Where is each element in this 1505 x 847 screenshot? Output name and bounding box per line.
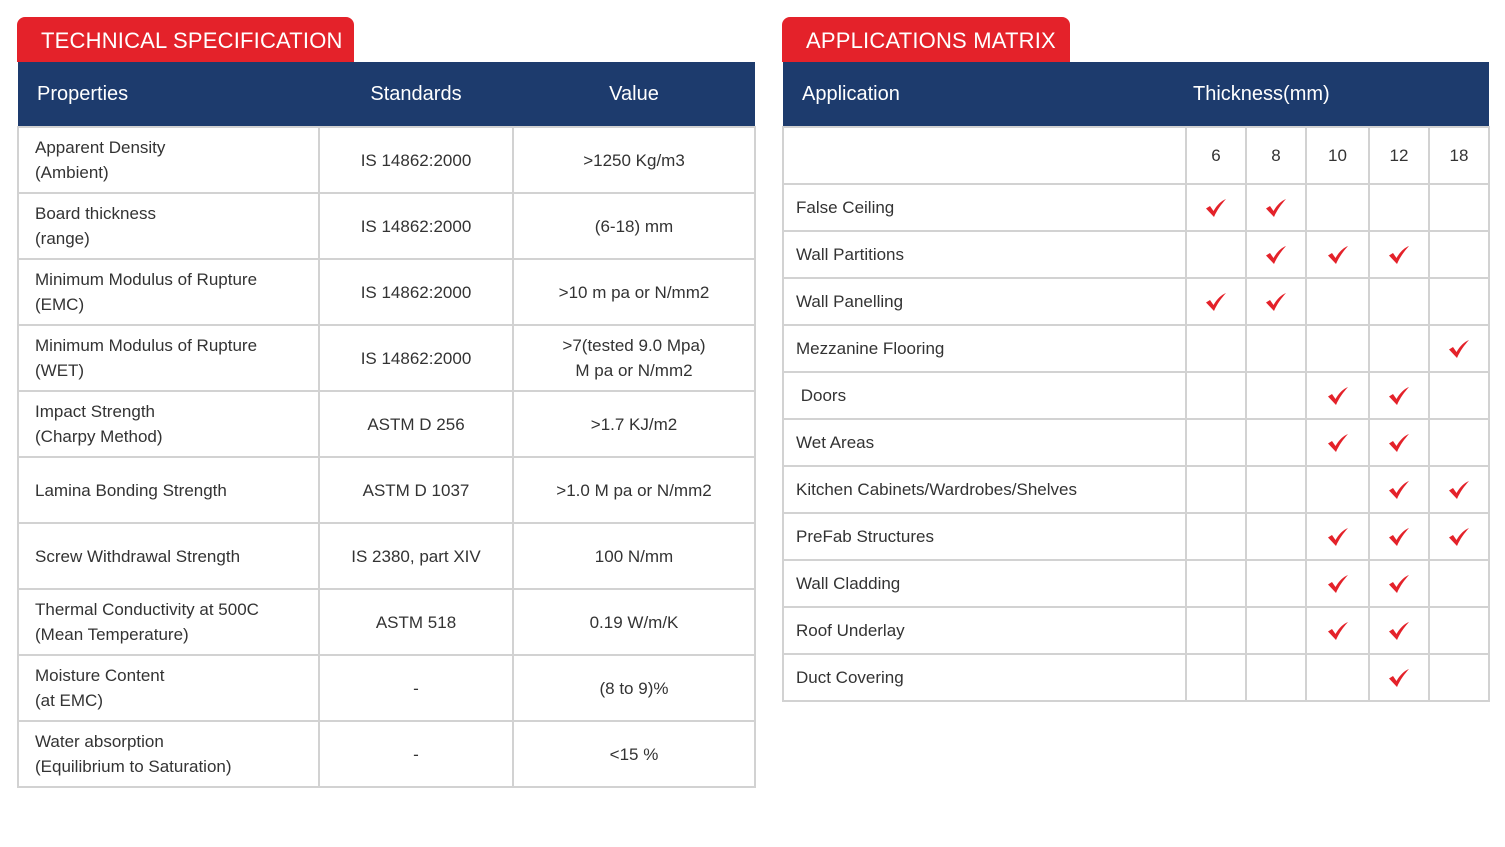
spec-property-line1: Apparent Density — [35, 138, 166, 157]
thickness-cell — [1186, 466, 1246, 513]
spec-row — [18, 193, 755, 259]
thickness-value: 12 — [1369, 127, 1429, 184]
thickness-cell — [1369, 513, 1429, 560]
application-row — [783, 372, 1489, 419]
thickness-value: 6 — [1186, 127, 1246, 184]
spec-standard: - — [319, 655, 513, 721]
thickness-cell — [1306, 325, 1369, 372]
spec-property — [18, 655, 319, 721]
thickness-cell — [1429, 372, 1489, 419]
thickness-cell — [1306, 513, 1369, 560]
header-thickness: Thickness(mm) — [1186, 62, 1489, 127]
spec-property-line2: (Ambient) — [35, 163, 109, 182]
application-name: Wall Panelling — [783, 278, 1186, 325]
thickness-cell — [1369, 466, 1429, 513]
spec-property — [18, 523, 319, 589]
spec-value-line1: 0.19 W/m/K — [589, 612, 679, 632]
spec-standard: IS 2380, part XIV — [319, 523, 513, 589]
spec-row — [18, 325, 755, 391]
thickness-cell — [1246, 560, 1306, 607]
spec-value — [513, 523, 755, 589]
spec-property — [18, 391, 319, 457]
thickness-cell — [1186, 231, 1246, 278]
spec-value-line1: (6-18) mm — [594, 216, 674, 236]
thickness-cell — [1186, 419, 1246, 466]
thickness-cell — [1429, 231, 1489, 278]
thickness-cell — [1186, 513, 1246, 560]
applications-body — [783, 127, 1489, 701]
checkmark-icon — [1204, 292, 1228, 312]
application-name: Duct Covering — [783, 654, 1186, 701]
thickness-cell — [1369, 325, 1429, 372]
spec-row — [18, 721, 755, 787]
thickness-cell — [1246, 466, 1306, 513]
spec-property-line1: Thermal Conductivity at 500C — [35, 600, 259, 619]
thickness-cell — [1429, 513, 1489, 560]
thickness-cell — [1369, 607, 1429, 654]
spec-property-line1: Board thickness — [35, 204, 156, 223]
thickness-blank-cell — [783, 127, 1186, 184]
thickness-cell — [1369, 231, 1429, 278]
thickness-cell — [1306, 654, 1369, 701]
spec-property — [18, 259, 319, 325]
thickness-cell — [1369, 184, 1429, 231]
spec-value-line1: >10 m pa or N/mm2 — [558, 282, 710, 302]
thickness-cell — [1186, 372, 1246, 419]
spec-property-line2: (Equilibrium to Saturation) — [35, 757, 232, 776]
spec-value-line1: (8 to 9)% — [599, 678, 669, 698]
spec-row — [18, 457, 755, 523]
header-standards: Standards — [319, 62, 513, 127]
spec-row — [18, 589, 755, 655]
header-application: Application — [783, 62, 1186, 127]
thickness-cell — [1429, 560, 1489, 607]
thickness-value: 18 — [1429, 127, 1489, 184]
thickness-cell — [1246, 654, 1306, 701]
spec-value-line2: M pa or N/mm2 — [575, 361, 693, 380]
spec-value-line1: 100 N/mm — [594, 546, 674, 566]
spec-standard: ASTM 518 — [319, 589, 513, 655]
thickness-cell — [1186, 607, 1246, 654]
spec-property — [18, 721, 319, 787]
checkmark-icon — [1387, 527, 1411, 547]
application-row — [783, 560, 1489, 607]
application-name: Roof Underlay — [783, 607, 1186, 654]
thickness-cell — [1369, 419, 1429, 466]
application-name: Kitchen Cabinets/Wardrobes/Shelves — [783, 466, 1186, 513]
spec-row — [18, 259, 755, 325]
applications-tab: APPLICATIONS MATRIX — [782, 17, 1070, 62]
thickness-cell — [1429, 419, 1489, 466]
spec-property-line2: (at EMC) — [35, 691, 103, 710]
thickness-cell — [1429, 325, 1489, 372]
checkmark-icon — [1326, 527, 1350, 547]
spec-property-line1: Screw Withdrawal Strength — [35, 546, 241, 566]
application-row — [783, 184, 1489, 231]
spec-standard: ASTM D 1037 — [319, 457, 513, 523]
spec-property-line1: Minimum Modulus of Rupture — [35, 270, 258, 289]
spec-value — [513, 325, 755, 391]
header-properties: Properties — [18, 62, 319, 127]
checkmark-icon — [1326, 621, 1350, 641]
spec-value-line1: >1250 Kg/m3 — [583, 150, 685, 170]
thickness-cell — [1306, 231, 1369, 278]
thickness-cell — [1246, 184, 1306, 231]
spec-row — [18, 655, 755, 721]
checkmark-icon — [1447, 480, 1471, 500]
thickness-cell — [1306, 607, 1369, 654]
thickness-cell — [1246, 607, 1306, 654]
checkmark-icon — [1387, 621, 1411, 641]
thickness-cell — [1429, 654, 1489, 701]
spec-property — [18, 589, 319, 655]
thickness-cell — [1246, 419, 1306, 466]
thickness-cell — [1186, 325, 1246, 372]
thickness-cell — [1186, 560, 1246, 607]
spec-property-line2: (EMC) — [35, 295, 85, 314]
checkmark-icon — [1326, 433, 1350, 453]
thickness-cell — [1186, 184, 1246, 231]
spec-property-line2: (range) — [35, 229, 90, 248]
spec-property — [18, 193, 319, 259]
spec-standard: IS 14862:2000 — [319, 193, 513, 259]
thickness-cell — [1429, 466, 1489, 513]
application-name: Wet Areas — [783, 419, 1186, 466]
spec-property — [18, 457, 319, 523]
thickness-cell — [1429, 278, 1489, 325]
thickness-cell — [1306, 372, 1369, 419]
tech-spec-tab: TECHNICAL SPECIFICATION — [17, 17, 354, 62]
thickness-value: 8 — [1246, 127, 1306, 184]
application-name: Mezzanine Flooring — [783, 325, 1186, 372]
spec-row — [18, 391, 755, 457]
checkmark-icon — [1387, 480, 1411, 500]
checkmark-icon — [1326, 386, 1350, 406]
checkmark-icon — [1387, 668, 1411, 688]
spec-property-line2: (Charpy Method) — [35, 427, 163, 446]
header-value: Value — [513, 62, 755, 127]
thickness-cell — [1246, 278, 1306, 325]
application-name: Doors — [783, 372, 1186, 419]
application-row — [783, 419, 1489, 466]
application-name: Wall Partitions — [783, 231, 1186, 278]
thickness-cell — [1306, 466, 1369, 513]
checkmark-icon — [1387, 574, 1411, 594]
thickness-cell — [1246, 513, 1306, 560]
application-row — [783, 513, 1489, 560]
spec-property-line1: Water absorption — [35, 732, 164, 751]
application-row — [783, 607, 1489, 654]
thickness-cell — [1246, 231, 1306, 278]
checkmark-icon — [1387, 386, 1411, 406]
checkmark-icon — [1326, 574, 1350, 594]
checkmark-icon — [1447, 339, 1471, 359]
thickness-cell — [1306, 278, 1369, 325]
spec-row — [18, 127, 755, 193]
checkmark-icon — [1264, 245, 1288, 265]
spec-value-line1: <15 % — [609, 744, 659, 764]
thickness-cell — [1246, 325, 1306, 372]
spec-value — [513, 457, 755, 523]
spec-row — [18, 523, 755, 589]
spec-property-line2: (WET) — [35, 361, 85, 380]
thickness-cell — [1306, 184, 1369, 231]
checkmark-icon — [1204, 198, 1228, 218]
tech-spec-header-row — [18, 62, 755, 127]
spec-property-line1: Moisture Content — [35, 666, 165, 685]
spec-standard: IS 14862:2000 — [319, 127, 513, 193]
thickness-cell — [1369, 560, 1429, 607]
application-name: PreFab Structures — [783, 513, 1186, 560]
checkmark-icon — [1447, 527, 1471, 547]
thickness-cell — [1429, 607, 1489, 654]
spec-property-line2: (Mean Temperature) — [35, 625, 189, 644]
spec-property-line1: Impact Strength — [35, 402, 156, 421]
tech-spec-body — [18, 127, 755, 787]
thickness-cell — [1369, 372, 1429, 419]
application-name: False Ceiling — [783, 184, 1186, 231]
spec-value — [513, 193, 755, 259]
tech-spec-table — [17, 62, 756, 788]
checkmark-icon — [1387, 433, 1411, 453]
spec-property-line1: Minimum Modulus of Rupture — [35, 336, 258, 355]
spec-value-line1: >7(tested 9.0 Mpa) — [562, 336, 706, 355]
checkmark-icon — [1264, 198, 1288, 218]
application-row — [783, 325, 1489, 372]
application-row — [783, 466, 1489, 513]
application-row — [783, 654, 1489, 701]
thickness-values-row — [783, 127, 1489, 184]
checkmark-icon — [1264, 292, 1288, 312]
applications-header-row — [783, 62, 1489, 127]
spec-value-line1: >1.7 KJ/m2 — [590, 414, 678, 434]
spec-property-line1: Lamina Bonding Strength — [35, 480, 227, 500]
thickness-value: 10 — [1306, 127, 1369, 184]
spec-standard: ASTM D 256 — [319, 391, 513, 457]
spec-standard: IS 14862:2000 — [319, 259, 513, 325]
checkmark-icon — [1387, 245, 1411, 265]
thickness-cell — [1186, 278, 1246, 325]
application-row — [783, 278, 1489, 325]
spec-property — [18, 325, 319, 391]
thickness-cell — [1306, 419, 1369, 466]
spec-value — [513, 391, 755, 457]
spec-value — [513, 721, 755, 787]
spec-value — [513, 589, 755, 655]
thickness-cell — [1186, 654, 1246, 701]
thickness-cell — [1429, 184, 1489, 231]
spec-value — [513, 655, 755, 721]
thickness-cell — [1246, 372, 1306, 419]
thickness-cell — [1306, 560, 1369, 607]
spec-value — [513, 127, 755, 193]
spec-standard: - — [319, 721, 513, 787]
checkmark-icon — [1326, 245, 1350, 265]
spec-standard: IS 14862:2000 — [319, 325, 513, 391]
application-row — [783, 231, 1489, 278]
thickness-cell — [1369, 278, 1429, 325]
thickness-cell — [1369, 654, 1429, 701]
spec-value — [513, 259, 755, 325]
spec-value-line1: >1.0 M pa or N/mm2 — [556, 480, 712, 500]
application-name: Wall Cladding — [783, 560, 1186, 607]
spec-property — [18, 127, 319, 193]
applications-table — [782, 62, 1490, 702]
